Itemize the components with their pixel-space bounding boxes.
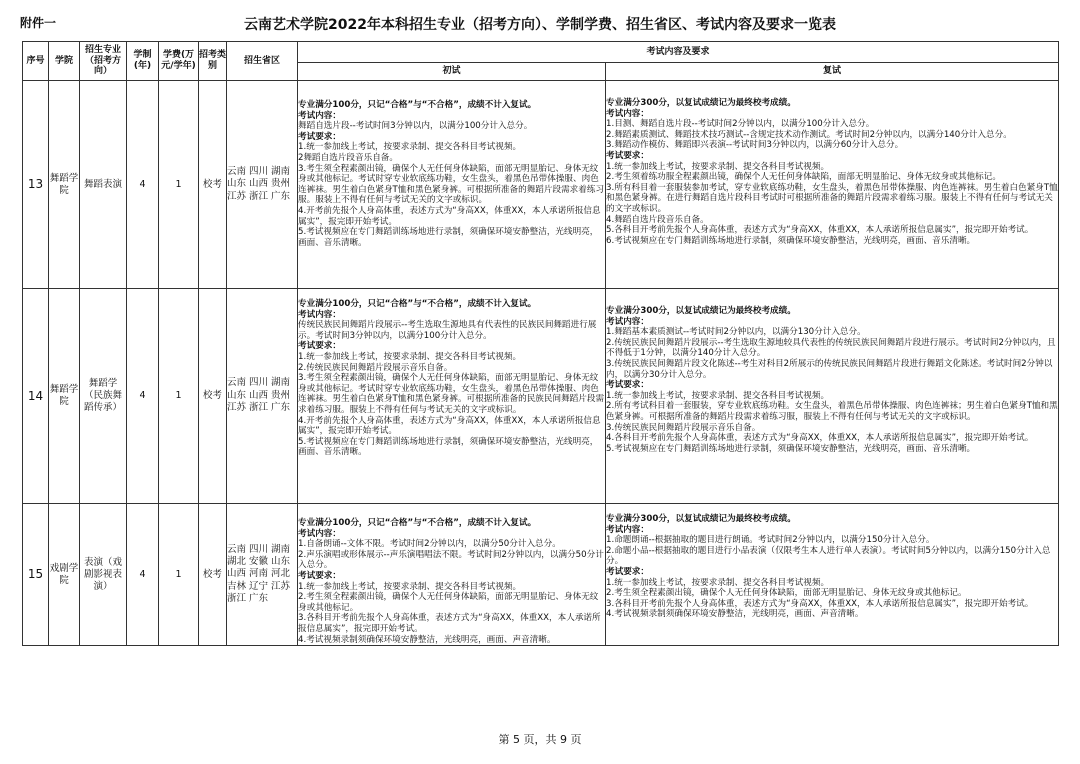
initial-requirement-item: 3.各科目开考前先报个人身高体重，表述方式为“身高XX，体重XX，本人承诺所报信息属实”，报完即开始考试。	[298, 613, 601, 634]
retest-requirement-item: 4.舞蹈自选片段音乐自备。	[606, 214, 709, 225]
retest-requirement-item: 3.所有科目着一套服装参加考试，穿专业软底练功鞋，女生盘头，着黑色吊带体操服、肉色连裤袜。男生着白色紧身T恤和黑色紧身裤。在进行舞蹈自选片段科目考试时可根据所准备的舞蹈片段需求着练习服。服装上不得有任何与考试无关的文字或标识。	[606, 182, 1058, 214]
initial-text-block	[298, 504, 605, 645]
header-exam: 考试内容及要求	[298, 42, 1059, 63]
row-category: 校考	[199, 81, 227, 289]
row-initial-requirements	[298, 81, 606, 289]
initial-requirement-item: 5.考试视频应在专门舞蹈训练场地进行录制，须确保环境安静整洁，光线明亮，画面、音乐清晰。	[298, 227, 599, 248]
initial-content-label: 考试内容：	[298, 110, 341, 121]
table-row	[23, 81, 1059, 289]
retest-content-item: 1.目测、舞蹈自选片段--考试时间2分钟以内，以满分100分计入总分。	[606, 119, 875, 130]
annex-label: 附件一	[20, 16, 57, 30]
retest-text-block	[606, 289, 1058, 454]
header-years: 学制(年)	[127, 42, 159, 81]
retest-requirement-item: 4.考试视频录制须确保环境安静整洁，光线明亮，画面、声音清晰。	[606, 609, 864, 620]
initial-score-note: 专业满分100分，只记“合格”与“不合格”，成绩不计入复试。	[298, 100, 537, 110]
initial-requirement-item: 1.统一参加线上考试，按要求录制、提交各科目考试视频。	[298, 581, 522, 592]
retest-content-label: 考试内容：	[606, 108, 649, 119]
retest-requirement-label: 考试要求：	[606, 566, 649, 577]
retest-score-note: 专业满分300分，以复试成绩记为最终校考成绩。	[606, 98, 796, 108]
row-provinces: 云南 四川 湖南 湖北 安徽 山东 山西 河南 河北 吉林 辽宁 江苏 浙江 广东	[227, 504, 298, 646]
header-retest: 复试	[606, 63, 1059, 81]
row-seq: 15	[23, 504, 49, 646]
retest-content-item: 3.舞蹈动作模仿、舞蹈即兴表演--考试时间3分钟以内，以满分60分计入总分。	[606, 140, 904, 151]
initial-content-label: 考试内容：	[298, 528, 341, 539]
initial-requirement-item: 2.传统民族民间舞蹈片段展示音乐自备。	[298, 362, 453, 373]
row-retest-requirements	[606, 81, 1059, 289]
retest-requirement-label: 考试要求：	[606, 380, 649, 391]
initial-requirement-item: 1.统一参加线上考试，按要求录制、提交各科目考试视频。	[298, 351, 522, 362]
admission-table	[22, 41, 1059, 646]
initial-text-block	[298, 81, 605, 248]
initial-requirement-label: 考试要求：	[298, 131, 341, 142]
retest-content-label: 考试内容：	[606, 524, 649, 535]
retest-requirement-item: 2.所有考试科目着一套服装，穿专业软底练功鞋。女生盘头，着黑色吊带体操服、肉色连裤袜；男生着白色紧身T恤和黑色紧身裤。可根据所准备的舞蹈片段需求着练习服，服装上不得有任何与考试无关的文字或标识。	[606, 401, 1058, 422]
header-initial: 初试	[298, 63, 606, 81]
initial-requirement-item: 3.考生须全程素颜出镜，确保个人无任何身体缺陷，面部无明显胎记、身体无纹身或其他标记。考试时穿专业软底练功鞋，女生盘头，着黑色吊带体操服、肉色连裤袜。男生着白色紧身T恤和黑色紧身裤。可根据所准备的民族民间舞蹈片段需求着练习服。服装上不得有任何与考试无关的文字或标识。	[298, 373, 605, 415]
retest-requirement-item: 1.统一参加线上考试，按要求录制、提交各科目考试视频。	[606, 390, 830, 401]
retest-requirement-item: 5.各科目开考前先报个人身高体重，表述方式为“身高XX，体重XX，本人承诺所报信息属实”，报完即开始考试。	[606, 225, 1034, 236]
retest-requirement-label: 考试要求：	[606, 150, 649, 161]
row-category: 校考	[199, 504, 227, 646]
initial-score-note: 专业满分100分，只记“合格”与“不合格”，成绩不计入复试。	[298, 518, 537, 528]
retest-content-item: 2.命题小品--根据抽取的题目进行小品表演（仅限考生本人进行单人表演）。考试时间5分钟以内，以满分150分计入总分。	[606, 545, 1051, 567]
retest-requirement-item: 2.考生须着练功服全程素颜出镜，确保个人无任何身体缺陷，面部无明显胎记、身体无纹身或其他标记。	[606, 172, 1001, 183]
initial-requirement-label: 考试要求：	[298, 341, 341, 352]
row-seq: 14	[23, 289, 49, 504]
row-retest-requirements	[606, 289, 1059, 504]
page-title: 云南艺术学院2022年本科招生专业（招考方向）、学制学费、招生省区、考试内容及要求一览表	[244, 17, 836, 33]
table-body	[23, 81, 1059, 646]
row-seq: 13	[23, 81, 49, 289]
initial-requirement-item: 4.开考前先报个人身高体重，表述方式为“身高XX，体重XX，本人承诺所报信息属实”，报完即开始考试。	[298, 205, 601, 227]
row-years: 4	[127, 289, 159, 504]
retest-score-note: 专业满分300分，以复试成绩记为最终校考成绩。	[606, 306, 796, 316]
header-category: 招考类别	[199, 42, 227, 81]
table-row	[23, 289, 1059, 504]
page-number: 第 5 页，共 9 页	[498, 733, 582, 746]
retest-content-item: 3.传统民族民间舞蹈片段文化陈述--考生对科目2所展示的传统民族民间舞蹈片段进行舞蹈文化陈述。考试时间2分钟以内，以满分30分计入总分。	[606, 358, 1053, 380]
initial-requirement-item: 4.开考前先报个人身高体重，表述方式为“身高XX，体重XX，本人承诺所报信息属实”，报完即开始考试。	[298, 415, 601, 437]
initial-content-label: 考试内容：	[298, 309, 341, 320]
retest-score-note: 专业满分300分，以复试成绩记为最终校考成绩。	[606, 514, 796, 524]
initial-content-item: 传统民族民间舞蹈片段展示--考生选取生源地具有代表性的民族民间舞蹈进行展示。考试时间3分钟以内，以满分100分计入总分。	[298, 320, 597, 341]
retest-content-item: 2.传统民族民间舞蹈片段展示--考生选取生源地较具代表性的传统民族民间舞蹈片段进行展示。考试时间2分钟以内，且不得低于1分钟，以满分140分计入总分。	[606, 337, 1056, 359]
retest-content-item: 1.命题朗诵--根据抽取的题目进行朗诵。考试时间2分钟以内，以满分150分计入总分。	[606, 535, 935, 546]
row-major: 舞蹈表演	[80, 81, 127, 289]
initial-requirement-item: 1.统一参加线上考试，按要求录制、提交各科目考试视频。	[298, 142, 522, 153]
initial-content-item: 1.自备朗诵--文体不限。考试时间2分钟以内，以满分50分计入总分。	[298, 539, 561, 550]
retest-content-label: 考试内容：	[606, 316, 649, 327]
header-college: 学院	[49, 42, 80, 81]
retest-content-item: 1.舞蹈基本素质测试--考试时间2分钟以内，以满分130分计入总分。	[606, 327, 866, 338]
row-fee: 1	[159, 504, 199, 646]
initial-requirement-item: 2舞蹈自选片段音乐自备。	[298, 152, 398, 163]
initial-requirement-item: 4.考试视频录制须确保环境安静整洁，光线明亮，画面、声音清晰。	[298, 634, 556, 645]
retest-content-item: 2.舞蹈素质测试、舞蹈技术技巧测试--含规定技术动作测试。考试时间2分钟以内，以满分140分计入总分。	[606, 129, 1012, 140]
initial-content-item: 舞蹈自选片段--考试时间3分钟以内，以满分100分计入总分。	[298, 121, 533, 132]
row-fee: 1	[159, 289, 199, 504]
header-fee: 学费(万元/学年)	[159, 42, 199, 81]
initial-content-item: 2.声乐演唱或形体展示--声乐演唱唱法不限。考试时间2分钟以内，以满分50分计入总分。	[298, 549, 604, 571]
row-college: 戏剧学院	[49, 504, 80, 646]
row-college: 舞蹈学院	[49, 81, 80, 289]
header-provinces: 招生省区	[227, 42, 298, 81]
initial-text-block	[298, 289, 605, 458]
retest-requirement-item: 6.考试视频应在专门舞蹈训练场地进行录制，须确保环境安静整洁，光线明亮，画面、音乐清晰。	[606, 235, 976, 246]
initial-requirement-item: 2.考生须全程素颜出镜，确保个人无任何身体缺陷，面部无明显胎记、身体无纹身或其他标记。	[298, 592, 599, 613]
initial-score-note: 专业满分100分，只记“合格”与“不合格”，成绩不计入复试。	[298, 299, 537, 309]
table-row	[23, 504, 1059, 646]
retest-requirement-item: 3.各科目开考前先报个人身高体重，表述方式为“身高XX，体重XX，本人承诺所报信息属实”，报完即开始考试。	[606, 598, 1034, 609]
row-major: 表演（戏剧影视表演）	[80, 504, 127, 646]
row-major: 舞蹈学（民族舞蹈传承）	[80, 289, 127, 504]
initial-requirement-label: 考试要求：	[298, 570, 341, 581]
row-college: 舞蹈学院	[49, 289, 80, 504]
header-seq: 序号	[23, 42, 49, 81]
row-years: 4	[127, 504, 159, 646]
retest-requirement-item: 2.考生须全程素颜出镜，确保个人无任何身体缺陷，面部无明显胎记、身体无纹身或其他标记。	[606, 588, 967, 599]
retest-requirement-item: 1.统一参加线上考试，按要求录制、提交各科目考试视频。	[606, 161, 830, 172]
retest-requirement-item: 4.各科目开考前先报个人身高体重，表述方式为“身高XX，体重XX，本人承诺所报信息属实”，报完即开始考试。	[606, 433, 1034, 444]
retest-text-block	[606, 504, 1058, 620]
row-years: 4	[127, 81, 159, 289]
row-initial-requirements	[298, 504, 606, 646]
row-retest-requirements	[606, 504, 1059, 646]
row-fee: 1	[159, 81, 199, 289]
row-category: 校考	[199, 289, 227, 504]
retest-text-block	[606, 81, 1058, 246]
header-major: 招生专业（招考方向）	[80, 42, 127, 81]
row-initial-requirements	[298, 289, 606, 504]
retest-requirement-item: 3.传统民族民间舞蹈片段展示音乐自备。	[606, 422, 761, 433]
row-provinces: 云南 四川 湖南 山东 山西 贵州 江苏 浙江 广东	[227, 289, 298, 504]
initial-requirement-item: 5.考试视频应在专门舞蹈训练场地进行录制，须确保环境安静整洁，光线明亮，画面、音乐清晰。	[298, 436, 599, 458]
retest-requirement-item: 1.统一参加线上考试，按要求录制、提交各科目考试视频。	[606, 577, 830, 588]
retest-requirement-item: 5.考试视频应在专门舞蹈训练场地进行录制，须确保环境安静整洁，光线明亮，画面、音乐清晰。	[606, 443, 976, 454]
initial-requirement-item: 3.考生须全程素颜出镜，确保个人无任何身体缺陷，面部无明显胎记、身体无纹身或其他标记。考试时穿专业软底练功鞋，女生盘头，着黑色吊带体操服、肉色连裤袜。男生着白色紧身T恤和黑色紧身裤。可根据所准备的舞蹈片段需求着练习服。服装上不得有任何与考试无关的文字或标识。	[298, 163, 605, 206]
row-provinces: 云南 四川 湖南 山东 山西 贵州 江苏 浙江 广东	[227, 81, 298, 289]
